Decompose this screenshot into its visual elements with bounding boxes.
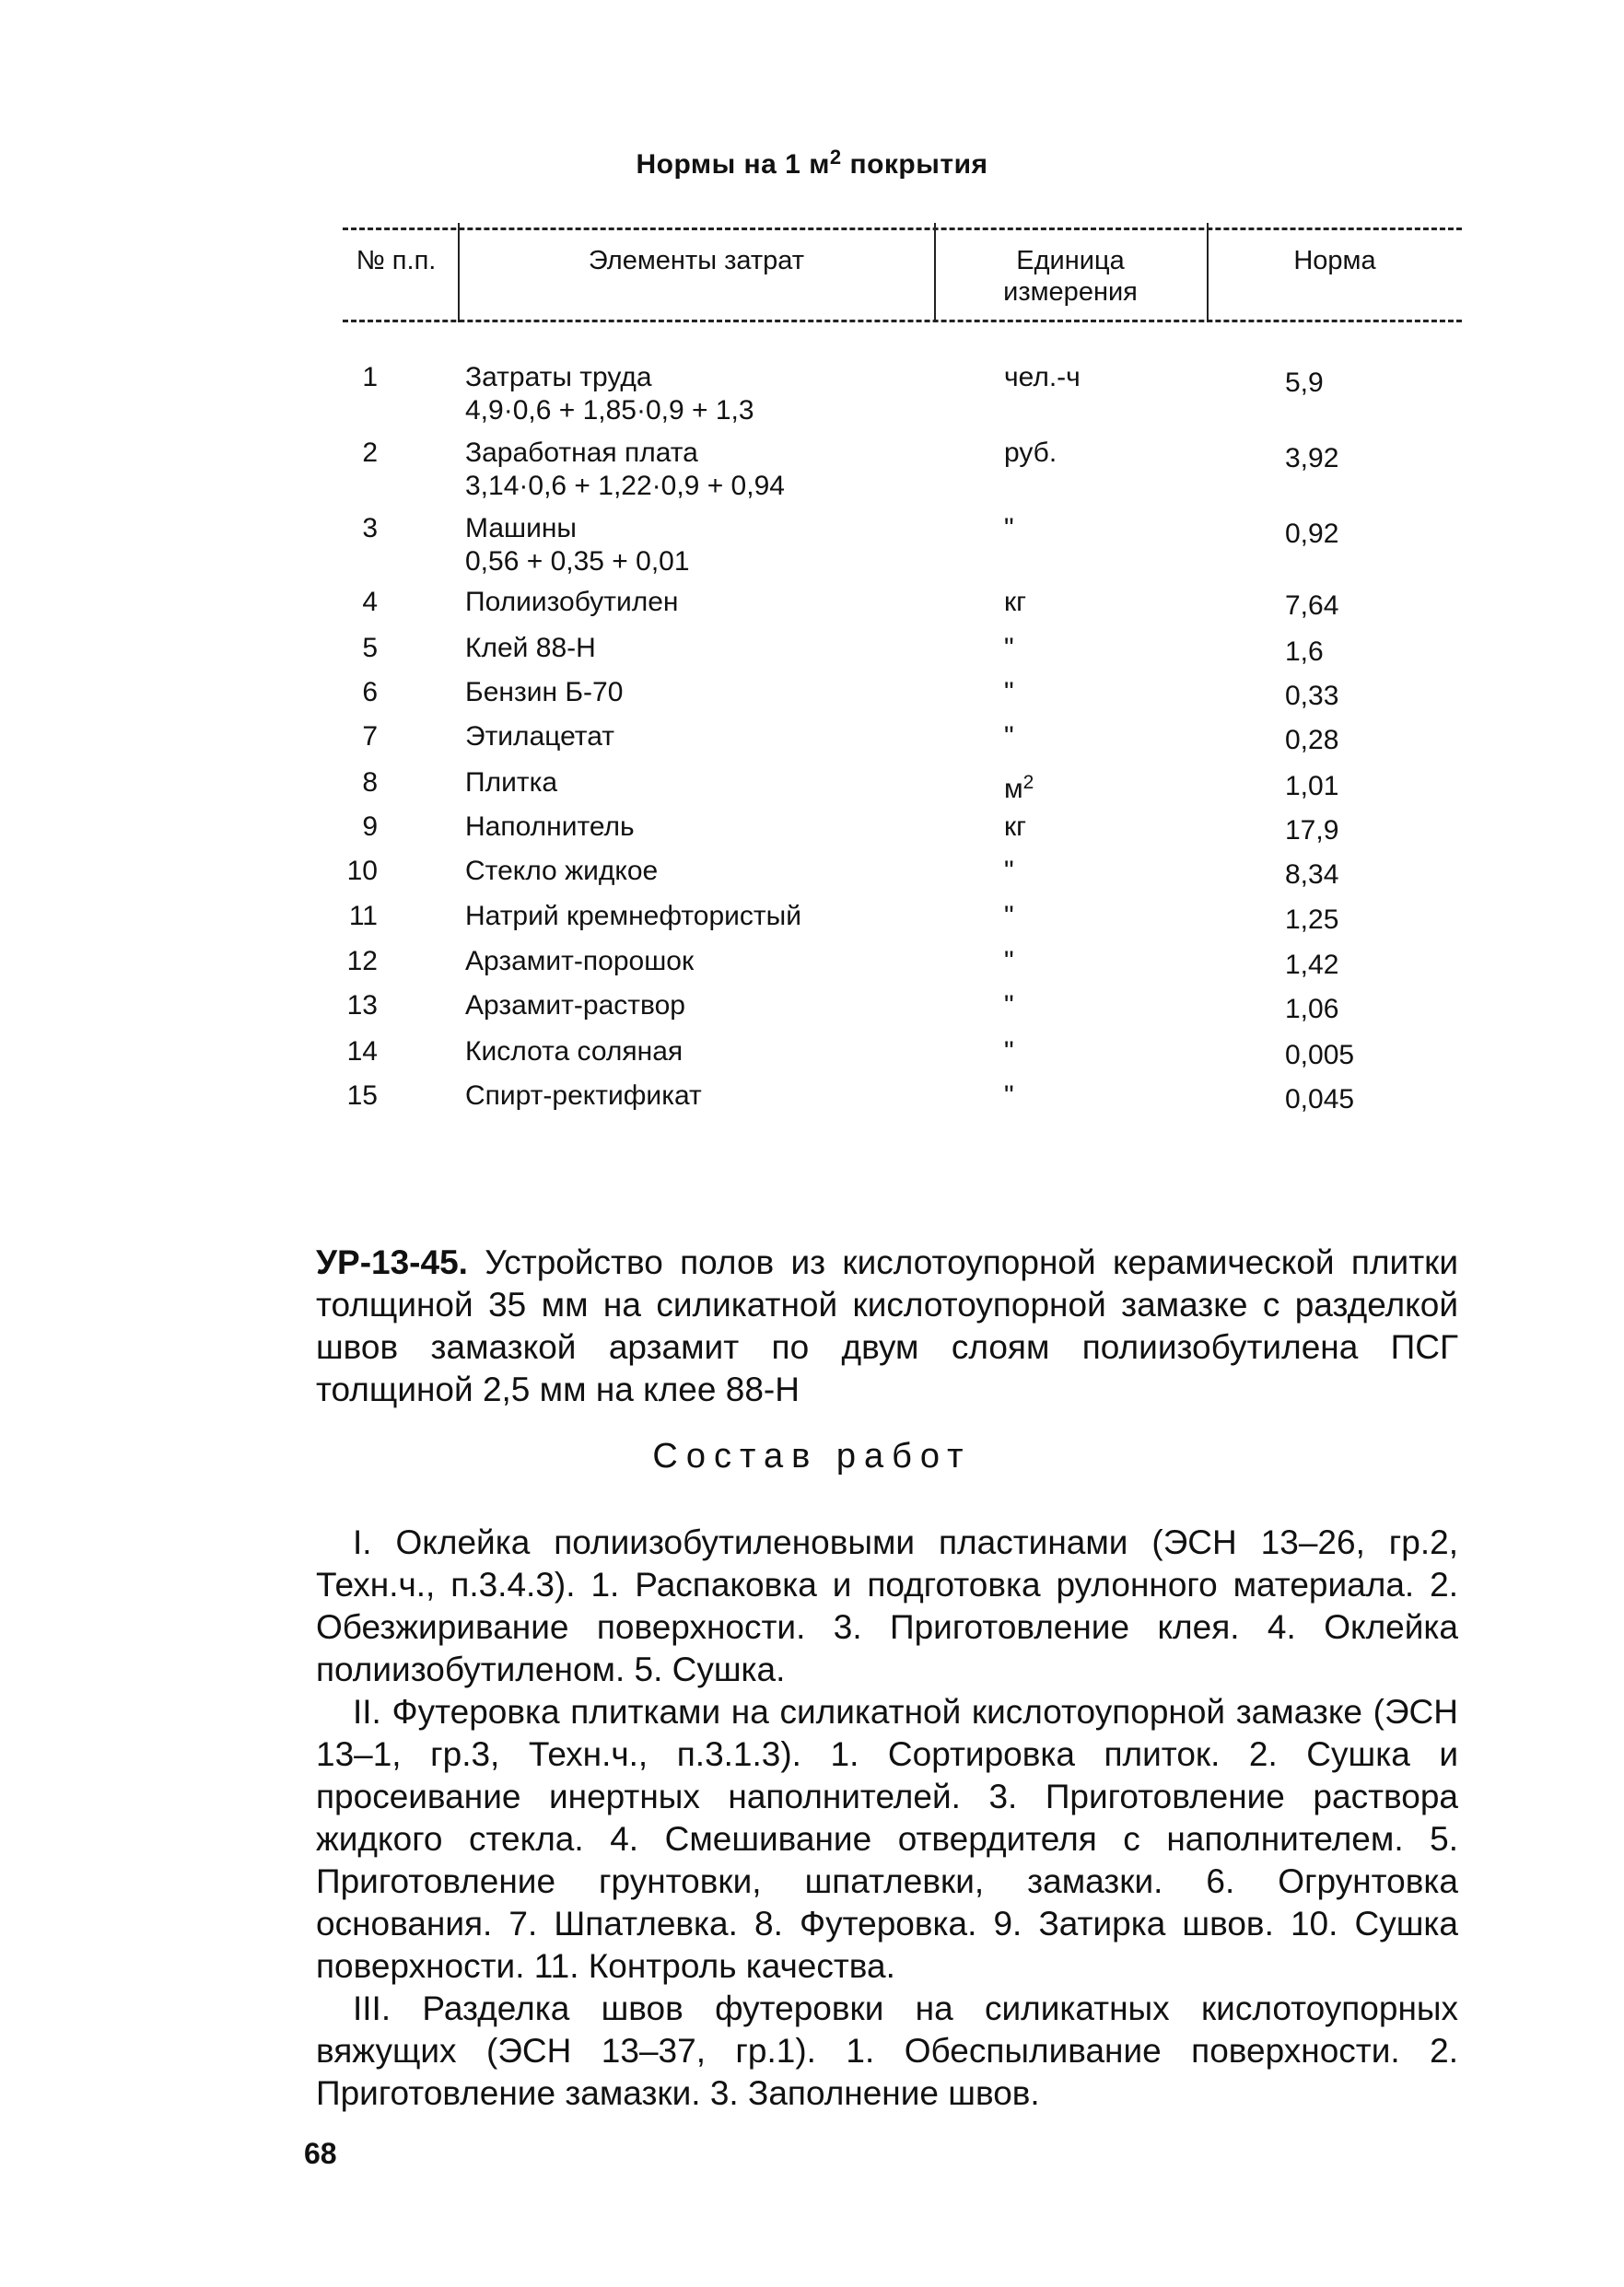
row-unit-label: " xyxy=(1004,1080,1014,1111)
row-element-name xyxy=(465,720,614,753)
row-element-name xyxy=(465,361,754,427)
section-text: Устройство полов из кислотоупорной керамической плитки толщиной 35 мм на силикатной кислотоупорной замазке с разделкой швов замазкой арзамит по двум слоям полиизобутилена ПСГ толщиной 2,5 мм на клее 88-Н xyxy=(316,1243,1458,1408)
row-unit xyxy=(1004,586,1026,619)
section-code: УР-13-45. xyxy=(316,1243,468,1281)
row-norm: 0,33 xyxy=(1285,681,1339,711)
row-element-formula: 4,9·0,6 + 1,85·0,9 + 1,3 xyxy=(465,395,754,426)
row-element-label: Этилацетат xyxy=(465,721,614,752)
works-item-1: I. Оклейка полиизобутиленовыми пластинами (ЭСН 13–26, гр.2, Техн.ч., п.3.4.3). 1. Распаковка и подготовка рулонного материала. 2. Обезжиривание поверхности. 3. Приготовление клея. 4. Оклейка полиизобутиленом. 5. Сушка. xyxy=(316,1523,1458,1688)
header-number: № п.п. xyxy=(356,246,437,275)
works-subtitle: Состав работ xyxy=(652,1437,972,1476)
row-unit xyxy=(1004,855,1014,888)
row-number: 5 xyxy=(362,633,378,663)
row-number: 3 xyxy=(362,513,378,543)
row-element-label: Наполнитель xyxy=(465,811,635,842)
row-element-name xyxy=(465,945,694,978)
row-unit xyxy=(1004,512,1014,545)
row-unit xyxy=(1004,811,1026,844)
table-title: Нормы на 1 $м^2$ покрытия xyxy=(636,146,988,180)
row-unit-superscript: 2 xyxy=(1022,772,1034,793)
row-number: 10 xyxy=(346,856,378,886)
row-norm: 5,9 xyxy=(1285,368,1324,398)
row-element-label: Полиизобутилен xyxy=(465,587,679,617)
row-norm: 0,28 xyxy=(1285,725,1339,755)
row-unit-label: " xyxy=(1004,677,1014,707)
row-unit xyxy=(1004,361,1081,394)
row-element-name xyxy=(465,1035,683,1068)
row-norm: 1,01 xyxy=(1285,771,1339,801)
table-top-rule xyxy=(343,228,1462,230)
row-unit-label: " xyxy=(1004,633,1014,663)
section-description xyxy=(316,1242,1458,1411)
row-element-formula: 3,14·0,6 + 1,22·0,9 + 0,94 xyxy=(465,471,785,501)
row-element-label: Клей 88-Н xyxy=(465,633,596,663)
row-number: 7 xyxy=(362,721,378,752)
header-unit: Единица измерения xyxy=(1003,246,1138,307)
works-item-3: III. Разделка швов футеровки на силикатных кислотоупорных вяжущих (ЭСН 13–37, гр.1). 1. Обеспыливание поверхности. 2. Приготовление замазки. 3. Заполнение швов. xyxy=(316,1989,1458,2112)
row-number: 13 xyxy=(346,990,378,1021)
row-norm: 17,9 xyxy=(1285,815,1339,846)
row-unit-label: " xyxy=(1004,946,1014,976)
row-unit xyxy=(1004,900,1014,933)
row-norm: 0,92 xyxy=(1285,519,1339,549)
row-element-label: Спирт-ректификат xyxy=(465,1080,702,1111)
row-unit-label: " xyxy=(1004,856,1014,886)
row-element-label: Заработная плата xyxy=(465,438,698,468)
row-norm: 1,42 xyxy=(1285,950,1339,980)
row-norm: 3,92 xyxy=(1285,443,1339,473)
row-number: 4 xyxy=(362,587,378,617)
row-unit-label: " xyxy=(1004,513,1014,543)
row-unit xyxy=(1004,989,1014,1022)
row-element-name xyxy=(465,437,785,503)
row-number: 1 xyxy=(362,362,378,392)
row-element-label: Бензин Б-70 xyxy=(465,677,624,707)
row-element-name xyxy=(465,989,685,1022)
row-element-name xyxy=(465,586,679,619)
column-divider xyxy=(1207,223,1209,322)
row-norm: 1,06 xyxy=(1285,994,1339,1024)
row-element-label: Машины xyxy=(465,513,577,543)
row-unit-label: кг xyxy=(1004,587,1027,617)
row-unit-label: " xyxy=(1004,721,1014,752)
row-element-name xyxy=(465,811,635,844)
row-unit-label: м xyxy=(1004,774,1023,804)
row-number: 9 xyxy=(362,811,378,842)
row-unit-label: чел.-ч xyxy=(1004,362,1081,392)
row-unit xyxy=(1004,1035,1014,1068)
row-unit xyxy=(1004,1079,1014,1113)
row-unit-label: " xyxy=(1004,901,1014,931)
row-number: 2 xyxy=(362,438,378,468)
row-unit-label: " xyxy=(1004,1036,1014,1067)
header-elements: Элементы затрат xyxy=(588,246,805,275)
row-element-label: Стекло жидкое xyxy=(465,856,659,886)
row-unit xyxy=(1004,632,1014,665)
row-element-name xyxy=(465,676,623,709)
row-element-name xyxy=(465,632,596,665)
row-unit-label: кг xyxy=(1004,811,1027,842)
row-unit-label: руб. xyxy=(1004,438,1057,468)
row-unit xyxy=(1004,676,1014,709)
row-unit xyxy=(1004,766,1034,806)
row-number: 11 xyxy=(348,901,378,931)
row-element-name xyxy=(465,855,658,888)
row-norm: 0,045 xyxy=(1285,1084,1355,1114)
row-norm: 7,64 xyxy=(1285,590,1339,621)
row-number: 15 xyxy=(346,1080,378,1111)
row-number: 14 xyxy=(346,1036,378,1067)
row-unit xyxy=(1004,437,1057,470)
row-norm: 1,25 xyxy=(1285,904,1339,935)
row-element-formula: 0,56 + 0,35 + 0,01 xyxy=(465,546,690,577)
row-element-name xyxy=(465,900,801,933)
row-element-label: Кислота соляная xyxy=(465,1036,683,1067)
header-norm: Норма xyxy=(1293,246,1376,275)
row-norm: 1,6 xyxy=(1285,636,1324,667)
row-element-name xyxy=(465,512,690,578)
row-element-label: Плитка xyxy=(465,767,558,798)
table-header-bottom-rule xyxy=(343,320,1462,322)
row-norm: 0,005 xyxy=(1285,1040,1355,1070)
row-element-name xyxy=(465,766,557,799)
row-number: 6 xyxy=(362,677,378,707)
row-unit xyxy=(1004,720,1014,753)
row-element-label: Арзамит-порошок xyxy=(465,946,695,976)
row-norm: 8,34 xyxy=(1285,859,1339,890)
column-divider xyxy=(458,223,460,322)
page-number: 68 xyxy=(304,2137,337,2170)
works-item-2: II. Футеровка плитками на силикатной кислотоупорной замазке (ЭСН 13–1, гр.3, Техн.ч., п.3.1.3). 1. Сортировка плиток. 2. Сушка и просеивание инертных наполнителей. 3. Приготовление раствора жидкого стекла. 4. Смешивание отвердителя с наполнителем. 5. Приготовление грунтовки, шпатлевки, замазки. 6. Огрунтовка основания. 7. Шпатлевка. 8. Футеровка. 9. Затирка швов. 10. Сушка поверхности. 11. Контроль качества. xyxy=(316,1693,1458,1985)
row-number: 12 xyxy=(346,946,378,976)
row-unit-label: " xyxy=(1004,990,1014,1021)
row-element-label: Арзамит-раствор xyxy=(465,990,685,1021)
row-element-name xyxy=(465,1079,702,1113)
row-number: 8 xyxy=(362,767,378,798)
row-unit xyxy=(1004,945,1014,978)
row-element-label: Натрий кремнефтористый xyxy=(465,901,801,931)
row-element-label: Затраты труда xyxy=(465,362,652,392)
